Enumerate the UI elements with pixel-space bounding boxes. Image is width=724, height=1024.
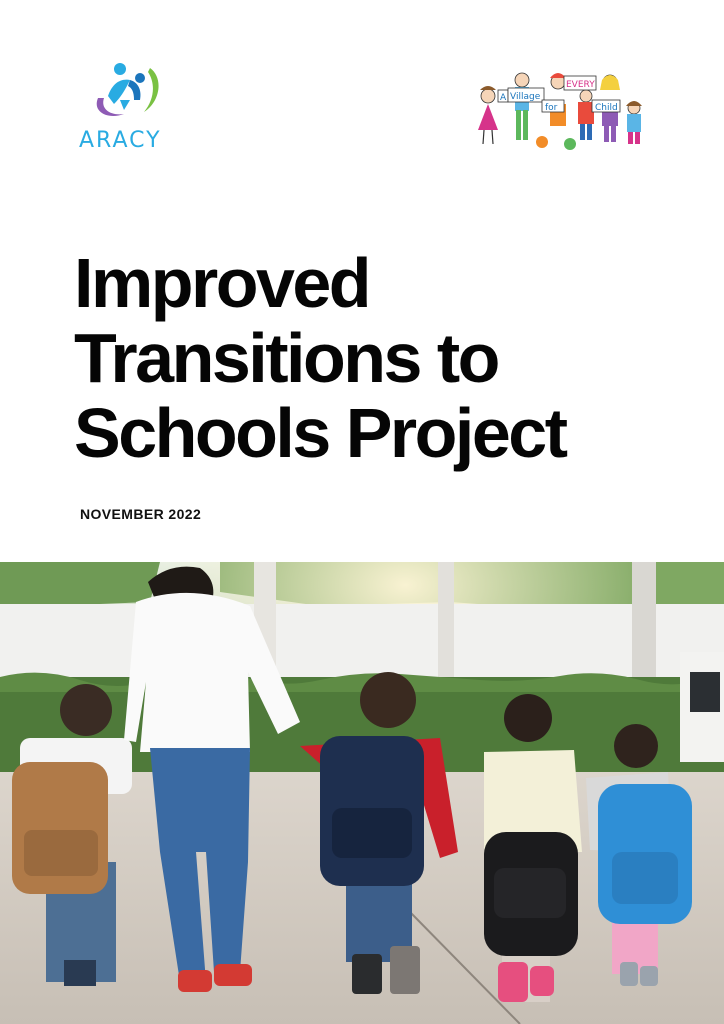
svg-text:Village: Village xyxy=(510,92,541,102)
child-figure-1 xyxy=(478,86,498,144)
svg-text:EVERY: EVERY xyxy=(566,80,595,90)
village-for-every-child-logo xyxy=(474,70,646,154)
svg-text:A: A xyxy=(500,93,507,103)
svg-text:Child: Child xyxy=(595,103,618,113)
photo-icon xyxy=(0,562,724,1024)
publication-date: NOVEMBER 2022 xyxy=(80,506,202,522)
document-title xyxy=(74,246,674,471)
child-figure-4 xyxy=(564,90,594,150)
child-figure-6 xyxy=(626,101,642,144)
aracy-wordmark: ARACY xyxy=(79,128,162,153)
title-line: Transitions to xyxy=(74,319,498,397)
child-figure-2 xyxy=(515,73,529,140)
title-line: Schools Project xyxy=(74,394,566,472)
title-line: Improved xyxy=(74,244,370,322)
aracy-figures-icon xyxy=(90,60,162,120)
aracy-logo xyxy=(78,60,178,156)
cover-photo xyxy=(0,562,724,1024)
svg-text:for: for xyxy=(545,103,558,113)
